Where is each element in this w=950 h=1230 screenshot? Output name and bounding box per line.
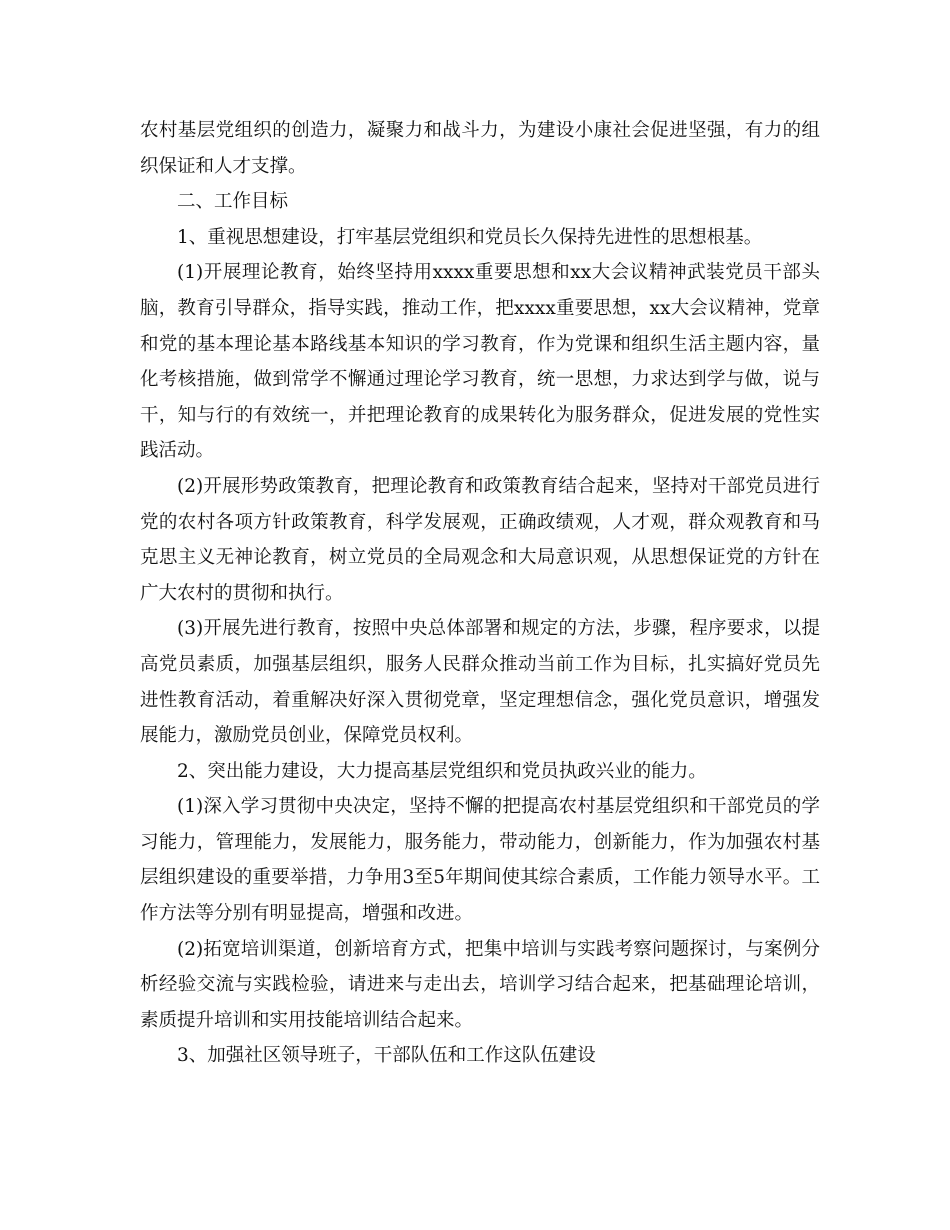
paragraph-advanced-education: (3)开展先进行教育，按照中央总体部署和规定的方法，步骤，程序要求，以提高党员素质，加强基层组织，服务人民群众推动当前工作为目标，扎实搞好党员先进性教育活动，着重解决好深入贯彻党章，坚定理想信念，强化党员意识，增强发展能力，激励党员创业，保障党员权利。 (140, 618, 820, 747)
paragraph-continuation: 农村基层党组织的创造力，凝聚力和战斗力，为建设小康社会促进坚强，有力的组织保证和人才支撑。 (140, 120, 820, 177)
subheading-capability-building: 2、突出能力建设，大力提高基层党组织和党员执政兴业的能力。 (177, 760, 707, 782)
paragraph-study-central-decision: (1)深入学习贯彻中央决定，坚持不懈的把提高农村基层党组织和干部党员的学习能力，管理能力，发展能力，服务能力，带动能力，创新能力，作为加强农村基层组织建设的重要举措，力争用3至5年期间使其综合素质，工作能力领导水平。工作方法等分别有明显提高，增强和改进。 (140, 796, 820, 925)
section-heading-work-goals: 二、工作目标 (177, 191, 289, 213)
paragraph-theory-education: (1)开展理论教育，始终坚持用xxxx重要思想和xx大会议精神武装党员干部头脑，教育引导群众，指导实践，推动工作，把xxxx重要思想，xx大会议精神，党章和党的基本理论基本路线基本知识的学习教育，作为党课和组织生活主题内容，量化考核措施，做到常学不懈通过理论学习教育，统一思想，力求达到学与做，说与干，知与行的有效统一，并把理论教育的成果转化为服务群众，促进发展的党性实践活动。 (140, 262, 820, 462)
subheading-ideological-building: 1、重视思想建设，打牢基层党组织和党员长久保持先进性的思想根基。 (177, 226, 763, 248)
subheading-community-leadership: 3、加强社区领导班子，干部队伍和工作这队伍建设 (177, 1045, 596, 1067)
paragraph-training-channels: (2)拓宽培训渠道，创新培育方式，把集中培训与实践考察问题探讨，与案例分析经验交流与实践检验，请进来与走出去，培训学习结合起来，把基础理论培训，素质提升培训和实用技能培训结合起来。 (140, 938, 820, 1031)
document-body (140, 113, 820, 1074)
paragraph-policy-education: (2)开展形势政策教育，把理论教育和政策教育结合起来，坚持对干部党员进行党的农村各项方针政策教育，科学发展观，正确政绩观，人才观，群众观教育和马克思主义无神论教育，树立党员的全局观念和大局意识观，从思想保证党的方针在广大农村的贯彻和执行。 (140, 475, 820, 604)
